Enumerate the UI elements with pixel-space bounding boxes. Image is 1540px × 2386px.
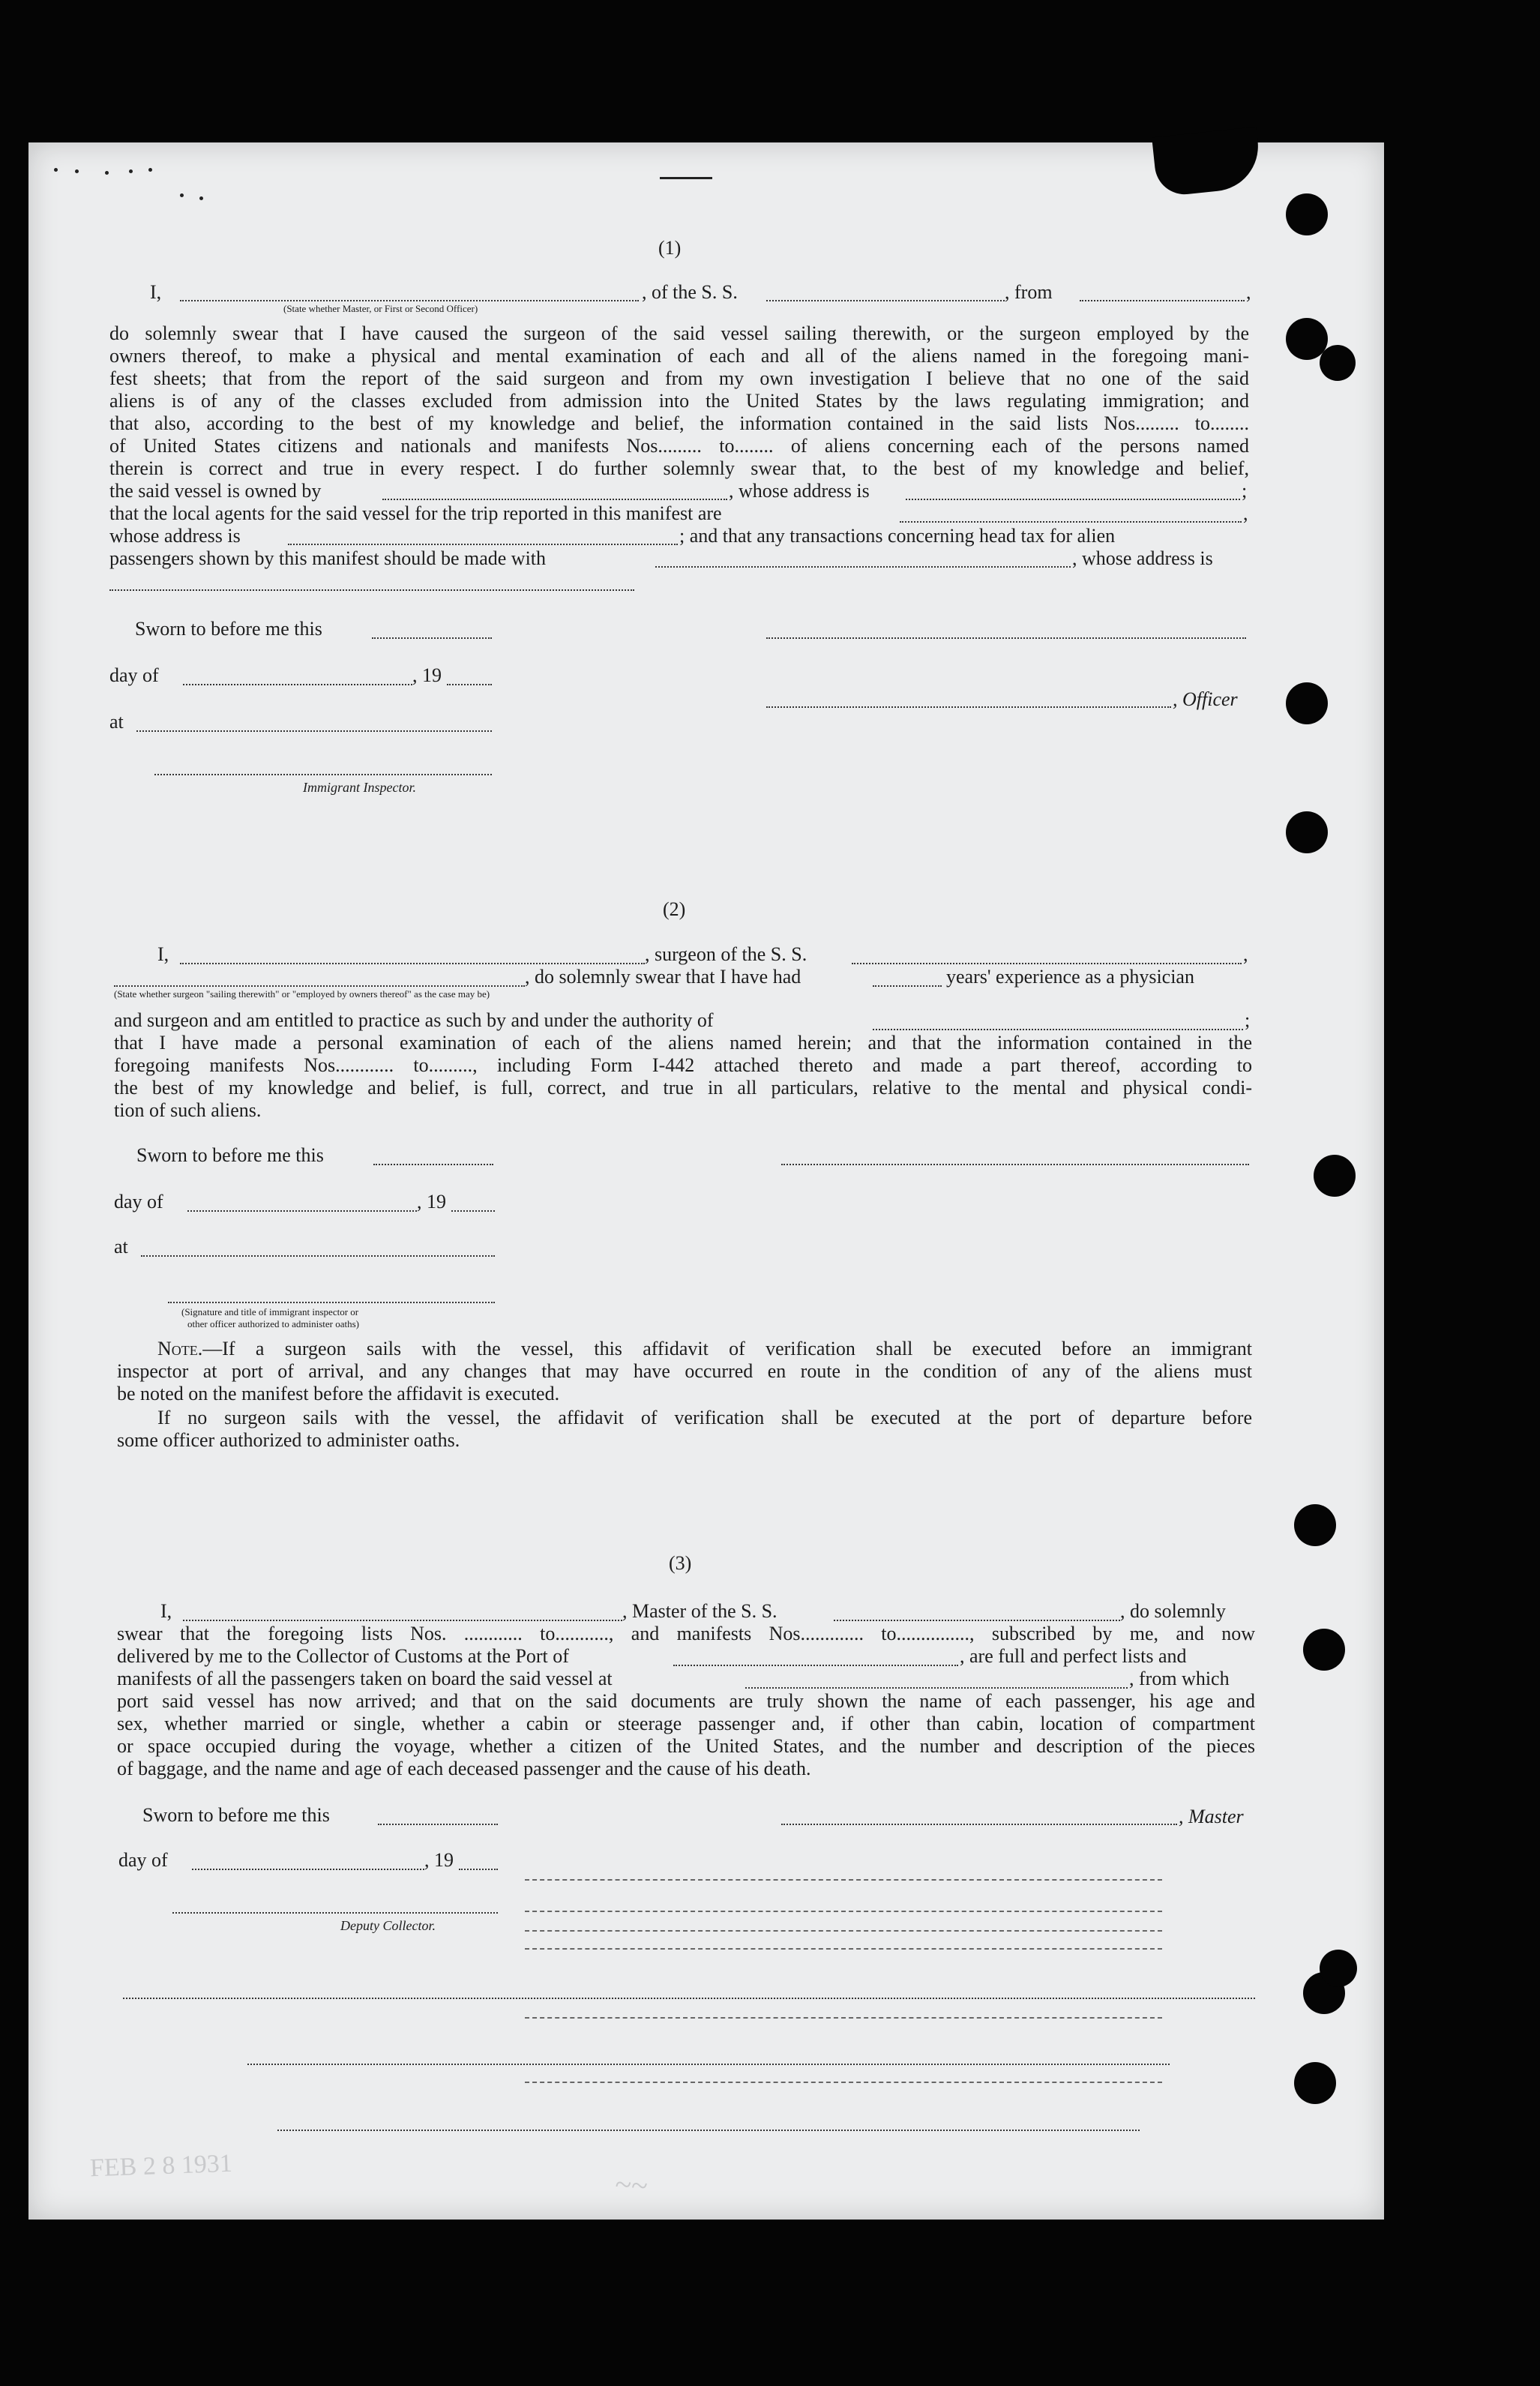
speck xyxy=(105,171,109,175)
officer-label xyxy=(1173,688,1238,711)
section-1-number: (1) xyxy=(658,237,682,259)
owned-by-label: the said vessel is owned by xyxy=(109,480,322,502)
surgeon-text-line: that I have made a personal examination of each of the aliens named herein; and that the information contained in the xyxy=(114,1032,1252,1054)
punch-hole xyxy=(1286,193,1328,235)
passengers-label: passengers shown by this manifest should be made with xyxy=(109,547,547,569)
do-solemnly-label: , do solemnly xyxy=(1120,1600,1226,1622)
day-of-label: day of xyxy=(109,664,159,686)
at-place-field[interactable] xyxy=(141,1255,495,1257)
day-of-label: day of xyxy=(118,1849,168,1871)
punch-hole xyxy=(1320,1950,1357,1987)
punch-hole xyxy=(1303,1629,1345,1671)
pencil-dash-line xyxy=(525,1930,1162,1932)
surgeon-i-label: I, xyxy=(157,943,169,965)
year-prefix: , 19 xyxy=(412,664,442,686)
note-line: some officer authorized to administer oaths. xyxy=(117,1429,460,1451)
oath-text-line: of United States citizens and nationals and manifests Nos......... to........ of aliens concerning each of the persons named xyxy=(109,435,1249,457)
years-label: years' experience as a physician xyxy=(946,966,1194,988)
month-field[interactable] xyxy=(183,684,412,685)
master-i-label: I, xyxy=(160,1600,172,1622)
master-text-line: swear that the foregoing lists Nos. ............ to..........., and manifests Nos............. to..............., subscribed by me, and now xyxy=(117,1623,1255,1644)
surgeon-name-field[interactable] xyxy=(180,963,645,964)
bleed-through-stamp: FEB 2 8 1931 xyxy=(89,2149,233,2183)
officer-name-field[interactable] xyxy=(180,300,639,301)
surgeon-status-field[interactable] xyxy=(114,985,525,987)
vessel-name-field[interactable] xyxy=(766,300,1005,301)
inspector-signature-line[interactable] xyxy=(168,1302,495,1303)
signature-caption: (Signature and title of immigrant inspector or xyxy=(181,1306,359,1317)
surgeon-signature-line[interactable] xyxy=(781,1164,1249,1165)
pencil-dash-line xyxy=(525,1911,1162,1912)
note-line xyxy=(157,1338,1252,1360)
speck xyxy=(54,168,58,172)
speck xyxy=(75,169,79,173)
comma: , xyxy=(1246,281,1251,303)
punch-hole xyxy=(1314,1155,1356,1197)
delivered-label: delivered by me to the Collector of Customs at the Port of xyxy=(117,1645,569,1667)
sworn-label: Sworn to before me this xyxy=(136,1144,324,1166)
signature-caption: other officer authorized to administer oaths) xyxy=(187,1318,359,1329)
do-solemnly-label: , do solemnly swear that I have had xyxy=(525,966,801,988)
years-field[interactable] xyxy=(873,985,942,987)
speck xyxy=(148,168,152,172)
officer-rank-caption: (State whether Master, or First or Second Officer) xyxy=(283,303,478,314)
local-agents-label: that the local agents for the said vessel for the trip reported in this manifest are xyxy=(109,502,722,524)
sworn-label: Sworn to before me this xyxy=(135,618,322,640)
oath-text-line: owners thereof, to make a physical and mental examination of each and all of the aliens named in the foregoing mani- xyxy=(109,345,1249,367)
inspector-caption: Immigrant Inspector. xyxy=(303,780,416,795)
oath-text-line: fest sheets; that from the report of the said surgeon and from my own investigation I believe that no one of the said xyxy=(109,367,1249,389)
agents-address-label: whose address is xyxy=(109,525,241,547)
master-of-label: , Master of the S. S. xyxy=(622,1600,777,1622)
sworn-day-field[interactable] xyxy=(378,1824,498,1825)
agents-address-field[interactable] xyxy=(288,544,678,545)
year-prefix: , 19 xyxy=(417,1191,446,1212)
surgeon-text-line: the best of my knowledge and belief, is full, correct, and true in all particulars, relative to the mental and physical condi- xyxy=(114,1077,1252,1099)
head-tax-address-label: , whose address is xyxy=(1072,547,1213,569)
punch-hole xyxy=(1286,682,1328,724)
owner-field[interactable] xyxy=(382,499,727,500)
master-text-line: sex, whether married or single, whether a cabin or steerage passenger and, if other than cabin, location of compartment xyxy=(117,1713,1255,1734)
from-which-label: , from which xyxy=(1129,1668,1230,1689)
oath-text-line: therein is correct and true in every respect. I do further solemnly swear that, to the best of my knowledge and belief, xyxy=(109,457,1249,479)
head-tax-address-field[interactable] xyxy=(109,589,634,591)
pencil-dash-line xyxy=(525,1879,1162,1881)
master-name-field[interactable] xyxy=(183,1620,622,1621)
comma: , xyxy=(1243,943,1248,965)
blank-line xyxy=(277,2130,1140,2131)
comma: , xyxy=(1243,502,1248,524)
affiant-i-label: I, xyxy=(150,281,162,303)
pencil-dash-line xyxy=(525,2082,1162,2083)
year-field[interactable] xyxy=(459,1869,498,1870)
master-title: , Master xyxy=(1179,1806,1244,1827)
sworn-day-field[interactable] xyxy=(372,637,492,639)
speck xyxy=(180,193,184,197)
surgeon-status-caption: (State whether surgeon "sailing therewith" or "employed by owners thereof" as the case may be) xyxy=(114,988,490,1000)
semicolon: ; xyxy=(1245,1009,1251,1031)
pencil-dash-line xyxy=(525,1948,1162,1950)
surgeon-of-label: , surgeon of the S. S. xyxy=(645,943,807,965)
surgeon-vessel-field[interactable] xyxy=(852,963,1242,964)
note-line: be noted on the manifest before the affidavit is executed. xyxy=(117,1383,560,1404)
oath-text-line: do solemnly swear that I have caused the surgeon of the said vessel sailing therewith, or the surgeon employed by the xyxy=(109,322,1249,344)
inspector-signature-line[interactable] xyxy=(154,774,492,775)
year-field[interactable] xyxy=(447,684,492,685)
punch-hole xyxy=(1294,2062,1336,2104)
from-label: , from xyxy=(1005,281,1053,303)
head-tax-agent-field[interactable] xyxy=(655,566,1071,568)
officer-title: , Officer xyxy=(1173,688,1238,710)
at-label: at xyxy=(109,711,124,733)
blank-line xyxy=(247,2064,1170,2065)
sworn-day-field[interactable] xyxy=(373,1164,493,1165)
head-tax-text: ; and that any transactions concerning head tax for alien xyxy=(679,525,1116,547)
from-port-field[interactable] xyxy=(1080,300,1245,301)
boarding-port-field[interactable] xyxy=(745,1687,1128,1689)
note-text: —If a surgeon sails with the vessel, this affidavit of verification shall be executed before an immigrant xyxy=(202,1338,1252,1359)
section-3-number: (3) xyxy=(669,1552,692,1574)
bleed-through-scribble: ~~ xyxy=(613,2166,649,2203)
surgeon-text-line: foregoing manifests Nos............ to........., including Form I-442 attached thereto and made a part thereof, according to xyxy=(114,1054,1252,1076)
master-text-line: port said vessel has now arrived; and that on the said documents are truly shown the name of each passenger, his age and xyxy=(117,1690,1255,1712)
authority-field[interactable] xyxy=(873,1029,1243,1030)
master-text-line: of baggage, and the name and age of each deceased passenger and the cause of his death. xyxy=(117,1758,811,1779)
punch-hole xyxy=(1320,345,1356,381)
year-field[interactable] xyxy=(451,1210,495,1212)
surgeon-text-line: tion of such aliens. xyxy=(114,1099,262,1121)
punch-hole xyxy=(1286,811,1328,853)
pencil-dash-line xyxy=(525,2017,1162,2019)
month-field[interactable] xyxy=(187,1210,417,1212)
master-signature-line[interactable] xyxy=(781,1824,1177,1825)
owner-address-field[interactable] xyxy=(906,499,1240,500)
note-label: Note. xyxy=(157,1338,203,1359)
signature-line[interactable] xyxy=(766,637,1246,639)
speck xyxy=(129,169,133,173)
deputy-caption: Deputy Collector. xyxy=(340,1918,436,1933)
at-place-field[interactable] xyxy=(136,730,492,732)
year-prefix: , 19 xyxy=(424,1849,454,1871)
oath-text-line: aliens is of any of the classes excluded from admission into the United States by the laws regulating immigration; and xyxy=(109,390,1249,412)
port-field[interactable] xyxy=(673,1665,958,1666)
month-field[interactable] xyxy=(192,1869,424,1870)
are-full-label: , are full and perfect lists and xyxy=(960,1645,1187,1667)
master-vessel-field[interactable] xyxy=(834,1620,1120,1621)
oath-text-line: that also, according to the best of my knowledge and belief, the information contained in the said lists Nos......... to........ xyxy=(109,412,1249,434)
section-2-number: (2) xyxy=(663,898,686,920)
at-label: at xyxy=(114,1236,128,1257)
local-agents-field[interactable] xyxy=(900,521,1242,523)
note-line: If no surgeon sails with the vessel, the affidavit of verification shall be executed at the port of departure before xyxy=(157,1407,1252,1428)
note-line: inspector at port of arrival, and any changes that may have occurred en route in the condition of any of the aliens must xyxy=(117,1360,1252,1382)
of-ss-label: , of the S. S. xyxy=(642,281,738,303)
punch-hole xyxy=(1294,1504,1336,1546)
day-of-label: day of xyxy=(114,1191,163,1212)
pencil-mark xyxy=(660,177,712,179)
owner-address-label: , whose address is xyxy=(729,480,870,502)
authority-label: and surgeon and am entitled to practice as such by and under the authority of xyxy=(114,1009,714,1031)
officer-signature-line[interactable] xyxy=(766,706,1171,708)
blank-line xyxy=(123,1998,1255,1999)
master-text-line: or space occupied during the voyage, whether a citizen of the United States, and the number and description of the pieces xyxy=(117,1735,1255,1757)
semicolon: ; xyxy=(1242,480,1248,502)
speck xyxy=(199,196,203,200)
deputy-signature-line[interactable] xyxy=(172,1912,498,1914)
manifests-of-label: manifests of all the passengers taken on board the said vessel at xyxy=(117,1668,613,1689)
sworn-label: Sworn to before me this xyxy=(142,1804,330,1826)
